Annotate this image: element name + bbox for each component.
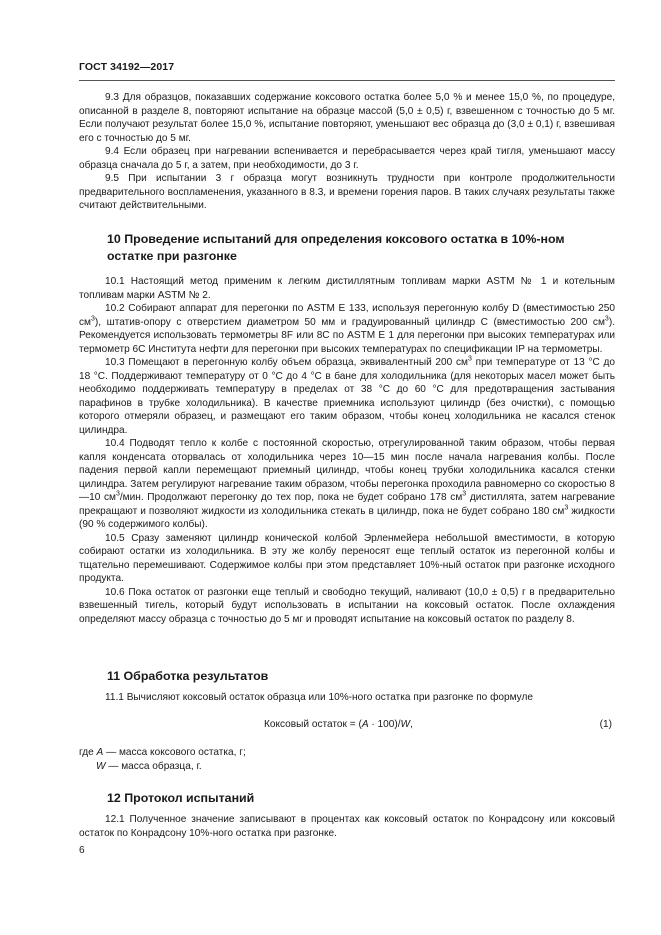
formula-number: (1): [599, 719, 612, 730]
page-number: 6: [79, 845, 85, 856]
formula-expression: Коксовый остаток = (A · 100)/W,: [264, 719, 413, 730]
section-11-title: 11 Обработка результатов: [107, 669, 269, 683]
paragraph-10-4: 10.4 Подводят тепло к колбе с постоянной скоростью, отрегулированной таким образом, чтобы первая капля конденсата оторвалась от холодильника через 10—15 мин после начала нагревания колбы. После падения первой капли перемещают приемный цилиндр, чтобы конец трубки холодильника касался стенки цилиндра. Затем регулируют нагревание таким образом, чтобы перегонка проходила равномерно со скоростью 8—10 $см^3$/мин. Продолжают перегонку до тех пор, пока не будет собрано 178 $см^3$ дистиллята, затем нагревание прекращают и позволяют жидкости из холодильника стекать в цилиндр, пока не будет собрано 180 $см^3$ жидкости (90 % содержимого колбы).: [79, 438, 615, 530]
paragraph-10-5: 10.5 Сразу заменяют цилиндр конической колбой Эрленмейера небольшой вместимости, в которую собирают остатки из холодильника. В эту же колбу переносят еще теплый остаток из перегонной колбы и тщательно перемешивают. Содержимое колбы при этом представляет 10%-ный остаток при разгонке исходного продукта.: [79, 532, 615, 584]
clause-9-block: [79, 91, 615, 213]
clause-11-block: [79, 691, 615, 705]
clause-10-block: [79, 275, 615, 626]
paragraph-10-6: 10.6 Пока остаток от разгонки еще теплый и свободно текущий, наливают (10,0 ± 0,5) г в предварительно взвешенный тигель, который будут использовать в испытании на коксовый остаток. После охлаждения определяют массу образца с точностью до 5 мг и проводят испытание на коксовый остаток по разделу 8.: [79, 586, 615, 625]
paragraph-9-4: 9.4 Если образец при нагревании вспенивается и перебрасывается через край тигля, уменьшают массу образца сначала до 5 г, а затем, при необходимости, до 3 г.: [79, 146, 615, 171]
section-12-title: 12 Протокол испытаний: [107, 791, 255, 805]
paragraph-10-2: 10.2 Собирают аппарат для перегонки по ASTM E 133, используя перегонную колбу D (вместимостью 250 $см^3$), штатив-опору с отверстием диаметром 50 мм и градуированный цилиндр C (вместимостью 200 $см^3$). Рекомендуется использовать термометры 8F или 8C по ASTM E 1 для перегонки при высоких температурах или термометр 6C Института нефти для перегонки при высоких температурах по спецификации IP на термометры.: [79, 303, 615, 355]
paragraph-9-5: 9.5 При испытании 3 г образца могут возникнуть трудности при контроле продолжительности предварительного воспламенения, указанного в 8.3, и времени горения паров. В таких случаях результаты также считают действительными.: [79, 173, 615, 211]
header-rule: [79, 80, 615, 81]
paragraph-12-1: 12.1 Полученное значение записывают в процентах как коксовый остаток по Конрадсону или коксовый остаток по Конрадсону 10%-ного остатка при разгонке.: [79, 814, 615, 839]
legend-line-a: где A — масса коксового остатка, г;: [79, 747, 246, 758]
paragraph-10-1: 10.1 Настоящий метод применим к легким дистиллятным топливам марки ASTM № 1 и котельным топливам марки ASTM № 2.: [79, 276, 615, 301]
paragraph-10-3: 10.3 Помещают в перегонную колбу объем образца, эквивалентный 200 $см^3$ при температуре от 13 °C до 18 °C. Поддерживают температуру от 0 °C до 4 °C в бане для холодильника (для некоторых масел может быть необходимо поддерживать температуру в пределах от 38 °C до 60 °C для предотвращения застывания парафинов в трубке холодильника). В качестве приемника используют цилиндр (без очистки), с помощью которого отмеряли образец, и размещают его таким образом, чтобы конец холодильника не касался стенок цилиндра.: [79, 355, 615, 436]
section-10-title: 10 Проведение испытаний для определения коксового остатка в 10%-ном остатке при разгонке: [107, 232, 565, 263]
standard-header: ГОСТ 34192—2017: [79, 61, 175, 73]
formula-legend: [79, 746, 615, 773]
legend-line-w: W — масса образца, г.: [96, 760, 202, 772]
formula-1: [79, 719, 615, 733]
clause-12-block: [79, 813, 615, 840]
paragraph-11-1: 11.1 Вычисляют коксовый остаток образца или 10%-ного остатка при разгонке по формуле: [105, 692, 534, 703]
paragraph-9-3: 9.3 Для образцов, показавших содержание коксового остатка более 5,0 % и менее 15,0 %, по процедуре, описанной в разделе 8, повторяют испытание на образце массой (5,0 ± 0,5) г, взвешенном с точностью до 5 мг. Если получают результат более 15,0 %, испытание повторяют, уменьшают вес образца до (3,0 ± 0,1) г, взвешивая его с точностью до 5 мг.: [79, 92, 615, 144]
